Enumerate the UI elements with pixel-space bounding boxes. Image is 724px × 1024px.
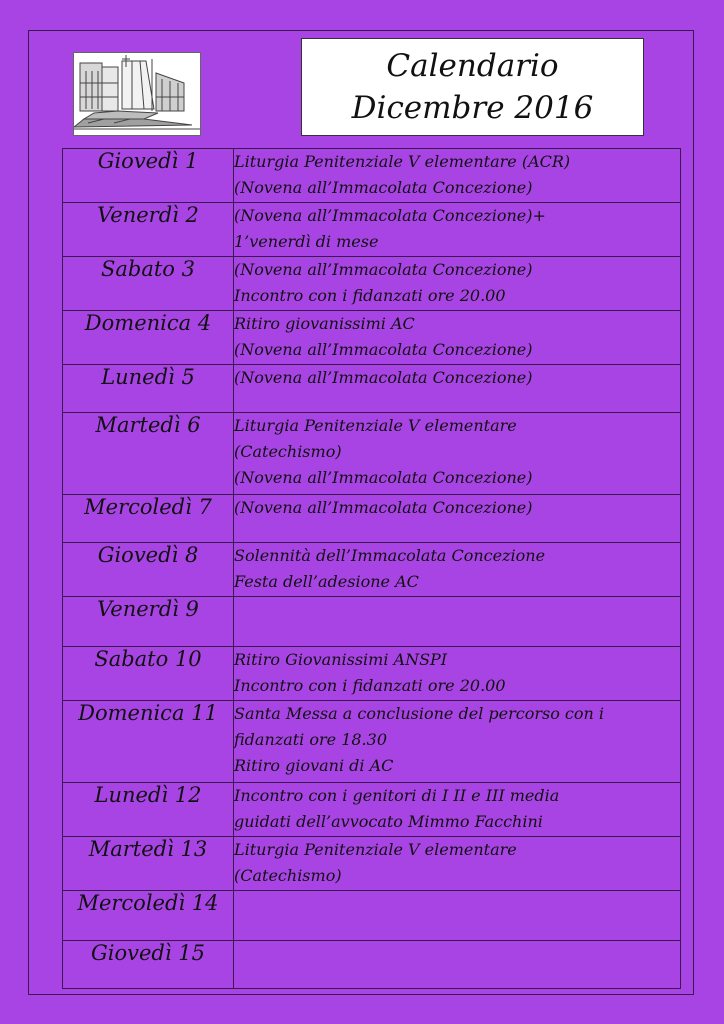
event-line: (Catechismo): [234, 866, 342, 885]
event-line: (Novena all’Immacolata Concezione): [234, 368, 533, 387]
title-calendario: Calendario: [386, 48, 559, 84]
calendar-row: [63, 257, 681, 311]
event-line: Santa Messa a conclusione del percorso con i: [234, 704, 605, 723]
title-box: [301, 38, 644, 136]
title-month-year: Dicembre 2016: [351, 90, 594, 126]
day-events: [234, 203, 681, 257]
event-line: (Novena all’Immacolata Concezione): [234, 260, 533, 279]
calendar-row: [63, 941, 681, 989]
calendar-row: [63, 783, 681, 837]
event-line: (Novena all’Immacolata Concezione): [234, 468, 533, 487]
calendar-row: [63, 149, 681, 203]
event-line: (Novena all’Immacolata Concezione)+: [234, 206, 546, 225]
calendar-table: [62, 148, 681, 989]
calendar-row: [63, 597, 681, 647]
event-line: (Novena all’Immacolata Concezione): [234, 498, 533, 517]
day-events: [234, 495, 681, 543]
event-line: Incontro con i fidanzati ore 20.00: [234, 286, 506, 305]
event-line: Ritiro giovani di AC: [234, 756, 394, 775]
event-line: Solennità dell’Immacolata Concezione: [234, 546, 546, 565]
day-label: Domenica 11: [63, 701, 234, 783]
calendar-row: [63, 203, 681, 257]
event-line: 1’venerdì di mese: [234, 232, 379, 251]
day-label: Lunedì 12: [63, 783, 234, 837]
event-line: Liturgia Penitenziale V elementare: [234, 840, 517, 859]
day-events: [234, 597, 681, 647]
day-events: [234, 257, 681, 311]
church-logo-icon: [73, 52, 201, 136]
calendar-row: [63, 543, 681, 597]
day-label: Domenica 4: [63, 311, 234, 365]
calendar-row: [63, 495, 681, 543]
day-events: [234, 701, 681, 783]
day-events: [234, 941, 681, 989]
day-label: Mercoledì 14: [63, 891, 234, 941]
day-events: [234, 647, 681, 701]
calendar-row: [63, 365, 681, 413]
event-line: (Novena all’Immacolata Concezione): [234, 178, 533, 197]
day-events: [234, 891, 681, 941]
event-line: Incontro con i genitori di I II e III media: [234, 786, 560, 805]
day-label: Martedì 13: [63, 837, 234, 891]
day-events: [234, 837, 681, 891]
event-line: Incontro con i fidanzati ore 20.00: [234, 676, 506, 695]
day-label: Giovedì 15: [63, 941, 234, 989]
event-line: guidati dell’avvocato Mimmo Facchini: [234, 812, 543, 831]
church-sketch-drawing: [74, 53, 200, 135]
calendar-row: [63, 413, 681, 495]
event-line: Ritiro Giovanissimi ANSPI: [234, 650, 448, 669]
event-line: (Novena all’Immacolata Concezione): [234, 340, 533, 359]
day-label: Venerdì 2: [63, 203, 234, 257]
day-events: [234, 413, 681, 495]
day-label: Martedì 6: [63, 413, 234, 495]
calendar-row: [63, 891, 681, 941]
day-label: Giovedì 1: [63, 149, 234, 203]
day-events: [234, 149, 681, 203]
calendar-row: [63, 701, 681, 783]
day-label: Mercoledì 7: [63, 495, 234, 543]
day-label: Lunedì 5: [63, 365, 234, 413]
day-label: Giovedì 8: [63, 543, 234, 597]
event-line: Ritiro giovanissimi AC: [234, 314, 415, 333]
day-label: Venerdì 9: [63, 597, 234, 647]
event-line: Liturgia Penitenziale V elementare (ACR): [234, 152, 571, 171]
event-line: Liturgia Penitenziale V elementare: [234, 416, 517, 435]
event-line: Festa dell’adesione AC: [234, 572, 419, 591]
event-line: (Catechismo): [234, 442, 342, 461]
calendar-row: [63, 837, 681, 891]
day-events: [234, 365, 681, 413]
day-events: [234, 543, 681, 597]
day-events: [234, 311, 681, 365]
day-label: Sabato 3: [63, 257, 234, 311]
calendar-row: [63, 311, 681, 365]
day-label: Sabato 10: [63, 647, 234, 701]
day-events: [234, 783, 681, 837]
calendar-row: [63, 647, 681, 701]
event-line: fidanzati ore 18.30: [234, 730, 387, 749]
